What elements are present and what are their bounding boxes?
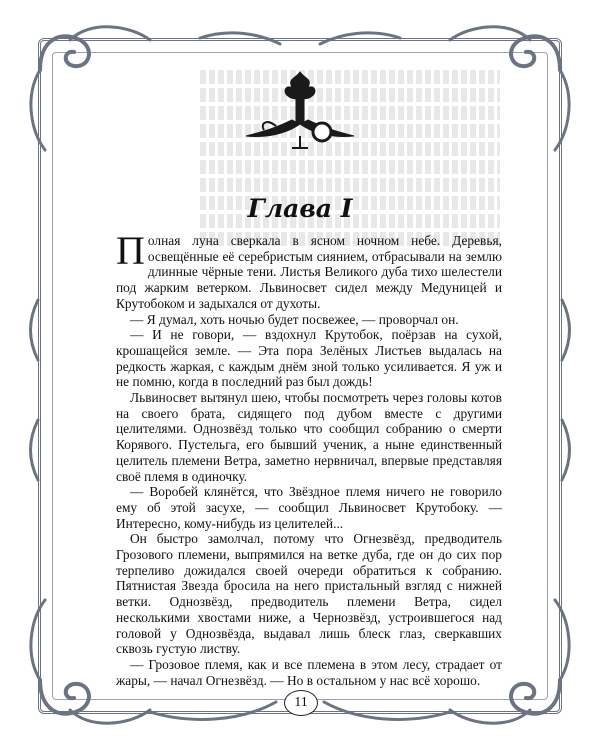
paragraph: — И не говори, — вздохнул Крутобок, поёрзав на сухой, крошащейся земле. — Эта пора Зелёных Листьев выдалась на редкость жаркая, с каждым днём зной только усиливается. Я уж и не помню, когда в последний раз был дождь! [116,327,502,390]
paragraph: Он быстро замолчал, потому что Огнезвёзд, предводитель Грозового племени, выпрямился на ветке дуба, где он до сих пор терпеливо дожидался своей очереди обратиться к собранию. Пятнистая Звезда бросила на него пристальный взгляд с нижней ветки. Однозвёзд, предводитель племени Ветра, сидел несколькими хвостами ниже, а Чернозвёзд, устроившегося над головой у Однозвёзда, выдавал лишь блеск глаз, сверкавших сквозь густую листву. [116,531,502,657]
scroll-ornament-icon [511,680,560,714]
paragraph: — Воробей клянётся, что Звёздное племя ничего не говорило ему об этой засухе, — сообщил Львиносвет Крутобоку. — Интересно, кому-нибудь из целителей... [116,484,502,531]
page-number: 11 [284,690,318,716]
scroll-ornament-icon [40,680,89,714]
scroll-ornament-icon [40,36,89,70]
flame-tree-emblem-icon [236,62,364,152]
paragraph [116,228,502,312]
paragraph: — Грозовое племя, как и все племена в этом лесу, страдает от жары, — начал Огнезвёзд. — Но в остальном у нас всё хорошо. [116,656,502,688]
paragraph: Львиносвет вытянул шею, чтобы посмотреть через головы котов на своего брата, сидящего под дубом вместе с другими целителями. Однозвёзд только что сообщил собранию о смерти Корявого. Пустельга, его бывший ученик, а ныне единственный целитель племени Ветра, заметно нервничал, впервые представляя своё племя в одиночку. [116,390,502,484]
paragraph-text: олная луна сверкала в ясном ночном небе. Деревья, освещённые её серебристым сиянием, отбрасывали на землю длинные чёрные тени. Листья Великого дуба тихо шелестели под жарким ветерком. Львиносвет сидел между Медуницей и Крутобоком и задыхался от духоты. [116,233,502,311]
paragraph: — Я думал, хоть ночью будет посвежее, — проворчал он. [130,311,459,327]
scroll-ornament-icon [511,36,560,70]
chapter-title: Глава I [247,194,353,223]
drop-cap: П [116,228,145,273]
chapter-body [116,228,502,688]
